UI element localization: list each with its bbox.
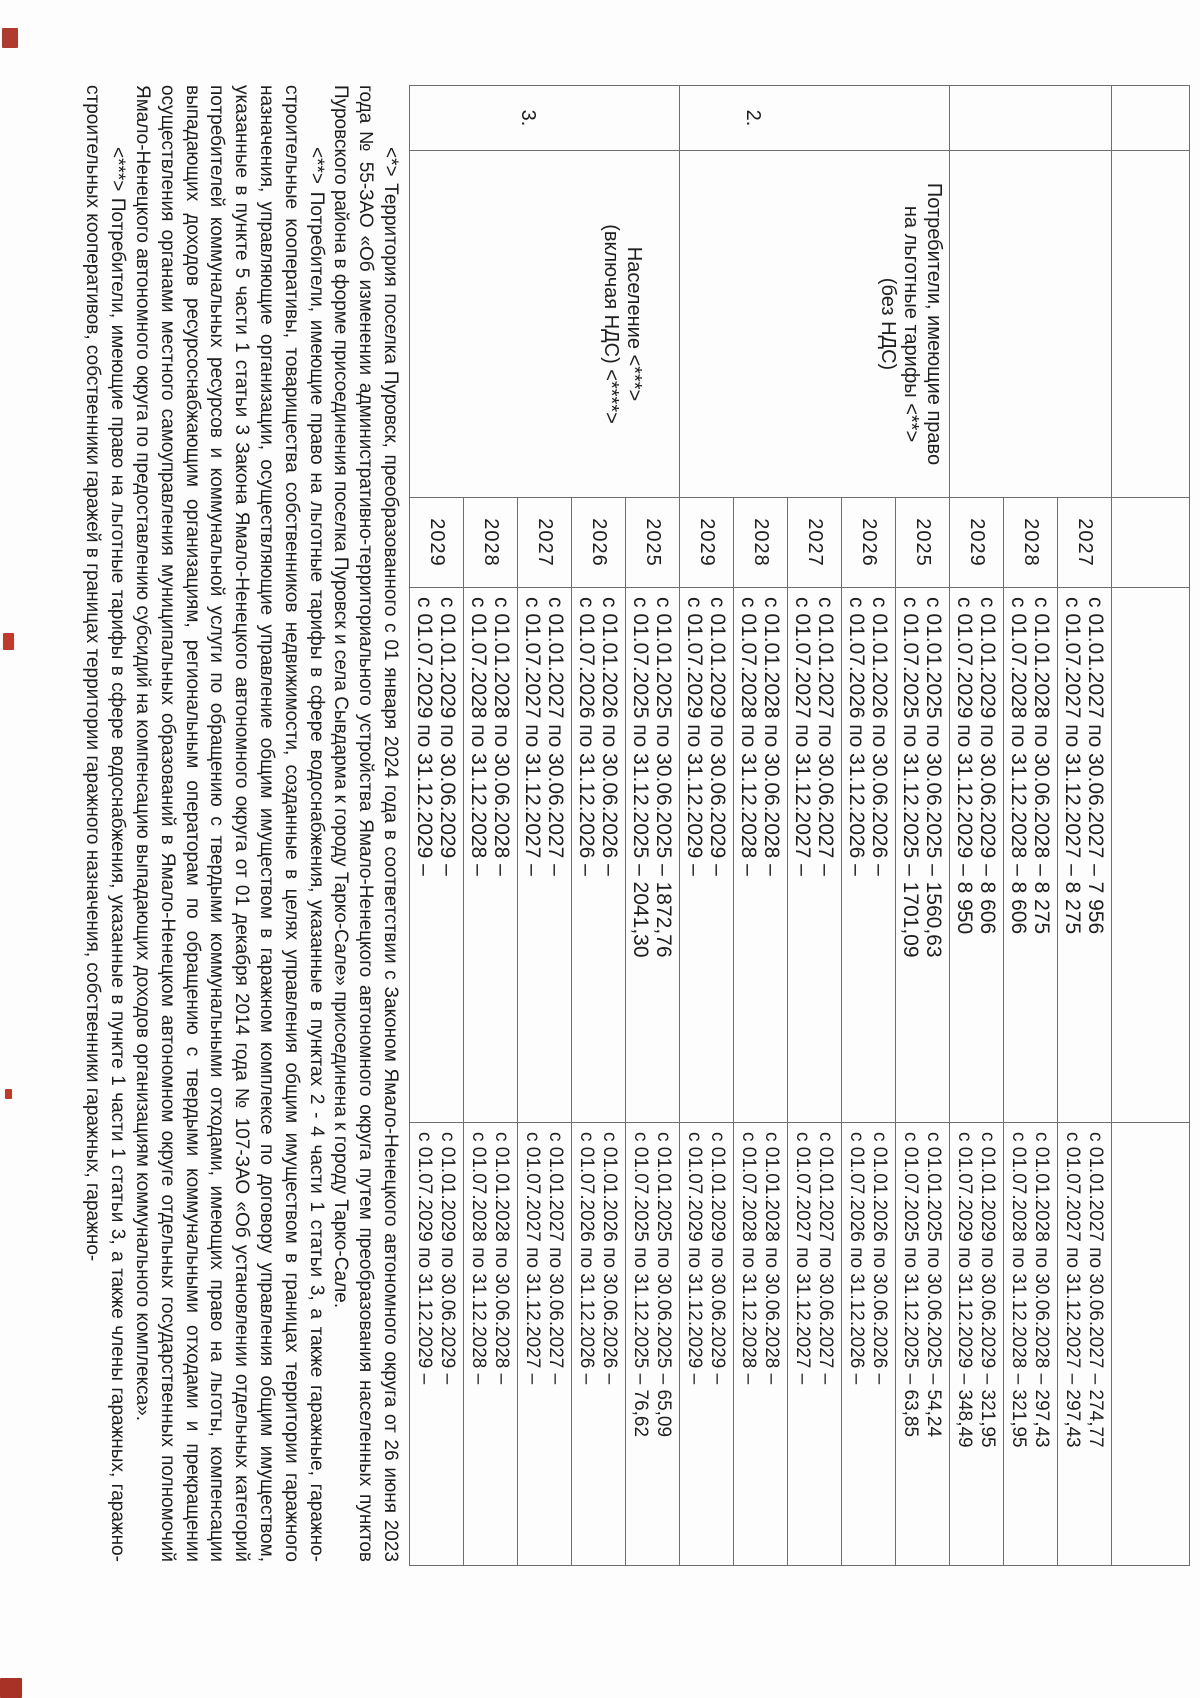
scan-artifact (0, 1678, 22, 1698)
row-number-cell (1112, 86, 1190, 151)
year-cell: 2026 (572, 498, 626, 588)
tariff-period-cell (626, 588, 680, 1123)
tariff-line: с 01.01.2028 по 30.06.2028 – 297,43 (1031, 1132, 1053, 1448)
tariff-period-cell (410, 588, 464, 1123)
tariff-period-cell (572, 1123, 626, 1566)
tariff-line: с 01.01.2028 по 30.06.2028 – (491, 1132, 513, 1385)
tariff-line: с 01.07.2028 по 31.12.2028 – (738, 1132, 760, 1385)
tariff-line: с 01.01.2029 по 30.06.2029 – (706, 597, 730, 876)
row-number-cell (950, 86, 1112, 151)
row-number-cell (410, 86, 680, 151)
year-cell: 2029 (410, 498, 464, 588)
footnote-privileged-consumers: <**> Потребители, имеющие право на льготные тарифы в сфере водоснабжения, указанные в пунктах 2 - 4 части 1 статьи 3, а также гаражные, гаражно-строительные кооперативы, товарищества собственников недвижимости, созданные в целях управления общим имуществом в границах территории гаражного назначения, управляющие организации, осуществляющие управление общим имуществом в гаражном комплексе по договору управления общим имуществом, указанные в пункте 5 части 1 статьи 3 Закона Ямало-Ненецкого автономного округа от 01 декабря 2014 года № 107-ЗАО «Об установлении отдельных категорий потребителей коммунальных ресурсов и коммунальной услуги по обращению с твердыми коммунальными отходами, имеющих право на льготы, компенсации выпадающих доходов ресурсоснабжающим организациям, региональным операторам по обращению с твердыми коммунальными отходами и прекращении осуществления органами местного самоуправления муниципальных образований в Ямало-Ненецком автономном округе отдельных государственных полномочий Ямало-Ненецкого автономного округа по предоставлению субсидий на компенсацию выпадающих доходов организациям коммунального комплекса». (132, 85, 327, 1562)
footnote-population: <***> Потребители, имеющие право на льготные тарифы в сфере водоснабжения, указанные в пункте 1 части 1 статьи 3, а также члены гаражных, гаражно-строительных кооперативов, собственники гаражей в границах территории гаражного назначения, собственники гаражных, гаражно- (82, 85, 129, 1562)
tariff-period-cell (464, 588, 518, 1123)
tariff-line: с 01.07.2027 по 31.12.2027 – (522, 1132, 544, 1385)
tariff-line: с 01.01.2025 по 30.06.2025 – 54,24 (923, 1132, 945, 1438)
tariff-line: с 01.01.2025 по 30.06.2025 – 65,09 (653, 1132, 675, 1438)
tariff-line: с 01.07.2027 по 31.12.2027 – (791, 597, 815, 876)
tariff-line: с 01.07.2026 по 31.12.2026 – (575, 597, 599, 876)
tariff-line: с 01.07.2027 по 31.12.2027 – 297,43 (1062, 1132, 1084, 1448)
tariff-period-cell (896, 588, 950, 1123)
tariff-line: с 01.01.2026 по 30.06.2026 – (868, 597, 892, 876)
tariff-period-cell (788, 588, 842, 1123)
tariff-line: с 01.07.2029 по 31.12.2029 – (683, 597, 707, 876)
tariff-line: с 01.07.2026 по 31.12.2026 – (845, 597, 869, 876)
tariff-line: с 01.01.2027 по 30.06.2027 – (545, 1132, 567, 1385)
footnote-territory: <*> Территория поселка Пуровск, преобразованного с 01 января 2024 года в соответствии с Законом Ямало-Ненецкого автономного округа от 26 июня 2023 года № 55-ЗАО «Об изменении административно-территориального устройства Ямало-Ненецкого автономного округа путем преобразования населенных пунктов Пуровского района в форме присоединения поселка Пуровск и села Сывдарма к городу Тарко-Сале» присоединена к городу Тарко-Сале. (330, 85, 401, 1562)
tariff-period-cell (896, 1123, 950, 1566)
category-cell (950, 151, 1112, 498)
tariff-line: с 01.01.2027 по 30.06.2027 – 274,77 (1085, 1132, 1107, 1448)
tariff-period-cell (1058, 588, 1112, 1123)
tariff-line: с 01.07.2027 по 31.12.2027 – 8 275 (1061, 597, 1085, 935)
tariff-line: с 01.01.2029 по 30.06.2029 – 8 606 (976, 597, 1000, 935)
tariff-period-cell (1112, 588, 1190, 1123)
category-cell (410, 151, 680, 498)
table-row (1058, 86, 1112, 1566)
tariff-line: с 01.07.2028 по 31.12.2028 – (737, 597, 761, 876)
tariff-table (409, 85, 1190, 1566)
tariff-line: с 01.01.2025 по 30.06.2025 – 1872,76 (652, 597, 676, 958)
tariff-line: с 01.07.2026 по 31.12.2026 – (576, 1132, 598, 1385)
tariff-line: с 01.07.2026 по 31.12.2026 – (846, 1132, 868, 1385)
tariff-period-cell (1004, 1123, 1058, 1566)
tariff-period-cell (572, 588, 626, 1123)
tariff-line: с 01.07.2029 по 31.12.2029 – (414, 1132, 436, 1385)
tariff-period-cell (842, 1123, 896, 1566)
tariff-period-cell (950, 588, 1004, 1123)
tariff-period-cell (410, 1123, 464, 1566)
tariff-period-cell (518, 588, 572, 1123)
tariff-line: с 01.01.2028 по 30.06.2028 – 8 275 (1030, 597, 1054, 935)
tariff-line: с 01.01.2028 по 30.06.2028 – (760, 597, 784, 876)
tariff-period-cell (626, 1123, 680, 1566)
tariff-period-cell (680, 1123, 734, 1566)
year-cell: 2029 (950, 498, 1004, 588)
tariff-period-cell (734, 588, 788, 1123)
tariff-line: с 01.01.2029 по 30.06.2029 – 321,95 (977, 1132, 999, 1448)
category-cell (1112, 151, 1190, 498)
row-number: 3. (517, 109, 539, 127)
category-label: (без НДС) (877, 277, 899, 371)
scan-artifact (5, 1089, 12, 1099)
tariff-line: с 01.07.2027 по 31.12.2027 – (521, 597, 545, 876)
tariff-period-cell (842, 588, 896, 1123)
tariff-line: с 01.01.2028 по 30.06.2028 – (490, 597, 514, 876)
tariff-period-cell (734, 1123, 788, 1566)
tariff-line: с 01.01.2027 по 30.06.2027 – 7 956 (1084, 597, 1108, 935)
tariff-line: с 01.01.2028 по 30.06.2028 – (761, 1132, 783, 1385)
category-label: (включая НДС) <****> (600, 224, 622, 424)
table-row (896, 86, 950, 1566)
tariff-period-cell (518, 1123, 572, 1566)
year-cell: 2025 (626, 498, 680, 588)
tariff-period-cell (788, 1123, 842, 1566)
year-cell: 2028 (1004, 498, 1058, 588)
tariff-period-cell (464, 1123, 518, 1566)
tariff-line: с 01.01.2029 по 30.06.2029 – (707, 1132, 729, 1385)
footnotes-block (80, 85, 402, 1562)
scan-artifact (2, 28, 18, 48)
year-cell (1112, 498, 1190, 588)
tariff-line: с 01.01.2026 по 30.06.2026 – (598, 597, 622, 876)
year-cell: 2027 (1058, 498, 1112, 588)
tariff-period-cell (680, 588, 734, 1123)
row-number-cell (680, 86, 950, 151)
tariff-line: с 01.07.2025 по 31.12.2025 – 63,85 (900, 1132, 922, 1438)
tariff-line: с 01.07.2027 по 31.12.2027 – (792, 1132, 814, 1385)
tariff-line: с 01.01.2029 по 30.06.2029 – (437, 1132, 459, 1385)
tariff-line: с 01.01.2026 по 30.06.2026 – (599, 1132, 621, 1385)
year-cell: 2028 (464, 498, 518, 588)
tariff-period-cell (1112, 1123, 1190, 1566)
tariff-period-cell (1004, 588, 1058, 1123)
tariff-line: с 01.01.2026 по 30.06.2026 – (869, 1132, 891, 1385)
tariff-line: с 01.07.2029 по 31.12.2029 – (413, 597, 437, 876)
tariff-line: с 01.01.2027 по 30.06.2027 – (814, 597, 838, 876)
tariff-line: с 01.07.2028 по 31.12.2028 – 321,95 (1008, 1132, 1030, 1448)
category-label: Потребители, имеющие право (923, 182, 945, 466)
tariff-line: с 01.07.2025 по 31.12.2025 – 1701,09 (899, 597, 923, 958)
year-cell: 2027 (788, 498, 842, 588)
tariff-period-cell (950, 1123, 1004, 1566)
tariff-line: с 01.07.2028 по 31.12.2028 – 8 606 (1007, 597, 1031, 935)
category-label: на льготные тарифы <**> (900, 205, 922, 443)
tariff-line: с 01.07.2029 по 31.12.2029 – 348,49 (954, 1132, 976, 1448)
category-label: Население <***> (623, 246, 645, 402)
year-cell: 2028 (734, 498, 788, 588)
tariff-line: с 01.01.2027 по 30.06.2027 – (815, 1132, 837, 1385)
tariff-line: с 01.07.2025 по 31.12.2025 – 2041,30 (629, 597, 653, 958)
scan-artifact (3, 633, 14, 650)
category-cell (680, 151, 950, 498)
year-cell: 2026 (842, 498, 896, 588)
tariff-line: с 01.01.2025 по 30.06.2025 – 1560,63 (922, 597, 946, 958)
tariff-line: с 01.07.2029 по 31.12.2029 – (684, 1132, 706, 1385)
tariff-line: с 01.01.2027 по 30.06.2027 – (544, 597, 568, 876)
year-cell: 2025 (896, 498, 950, 588)
tariff-line: с 01.07.2028 по 31.12.2028 – (468, 1132, 490, 1385)
tariff-line: с 01.07.2028 по 31.12.2028 – (467, 597, 491, 876)
table-row (1112, 86, 1190, 1566)
tariff-line: с 01.01.2029 по 30.06.2029 – (436, 597, 460, 876)
tariff-line: с 01.07.2025 по 31.12.2025 – 76,62 (630, 1132, 652, 1438)
tariff-period-cell (1058, 1123, 1112, 1566)
row-number: 2. (742, 109, 764, 127)
year-cell: 2027 (518, 498, 572, 588)
year-cell: 2029 (680, 498, 734, 588)
tariff-line: с 01.07.2029 по 31.12.2029 – 8 950 (953, 597, 977, 935)
table-row (626, 86, 680, 1566)
